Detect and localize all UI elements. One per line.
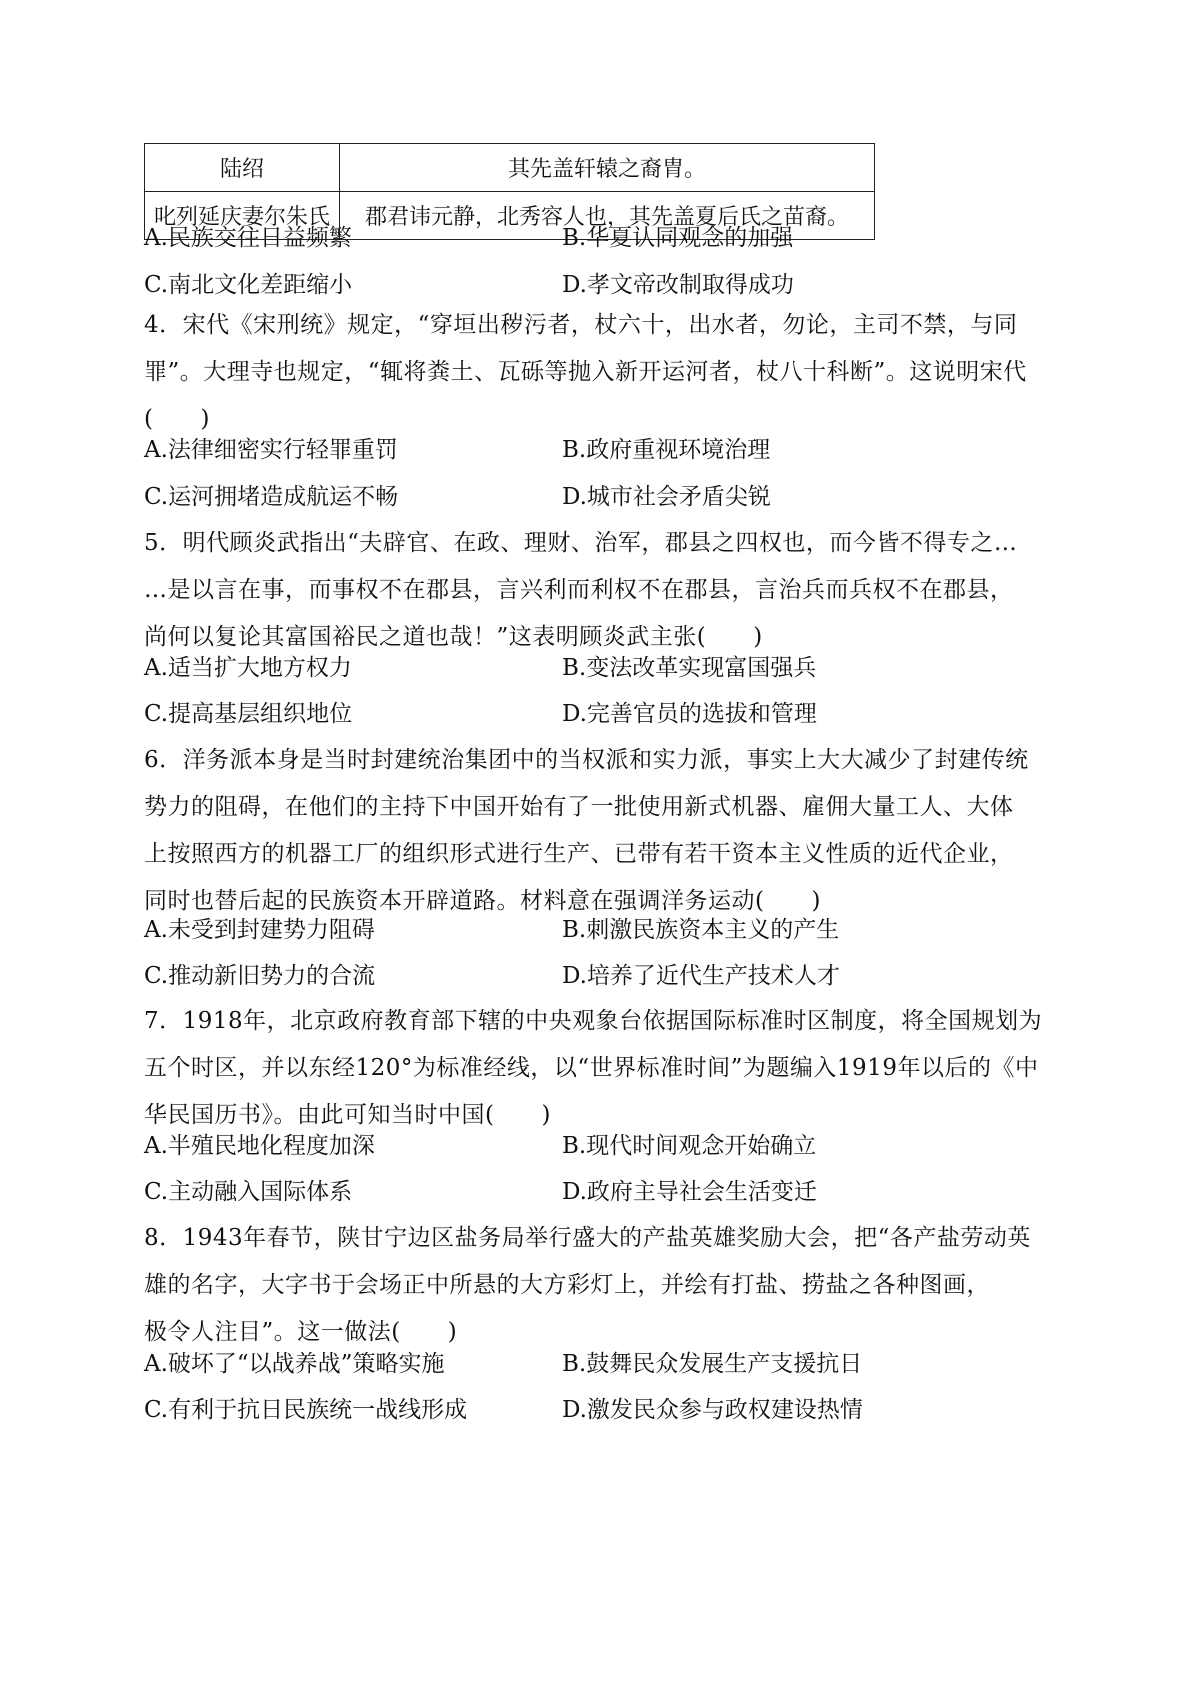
q5-option-d: D.完善官员的选拔和管理	[562, 701, 817, 727]
q6-option-c: C.推动新旧势力的合流	[144, 963, 376, 989]
question-6-line: 同时也替后起的民族资本开辟道路。材料意在强调洋务运动( )	[144, 888, 821, 914]
question-5-line: 尚何以复论其富国裕民之道也哉！”这表明顾炎武主张( )	[144, 624, 763, 650]
question-7-line: 华民国历书》。由此可知当时中国( )	[144, 1102, 551, 1128]
question-5-line: …是以言在事，而事权不在郡县，言兴利而利权不在郡县，言治兵而兵权不在郡县，	[144, 577, 1014, 603]
question-8-line: 8．1943年春节，陕甘宁边区盐务局举行盛大的产盐英雄奖励大会，把“各产盐劳动英	[144, 1225, 1031, 1251]
table-row	[145, 144, 875, 192]
question-8-line: 雄的名字，大字书于会场正中所悬的大方彩灯上，并绘有打盐、捞盐之各种图画，	[144, 1272, 990, 1298]
q6-option-a: A.未受到封建势力阻碍	[144, 917, 375, 943]
question-7-stem	[144, 998, 1054, 1139]
question-7-line: 7．1918年，北京政府教育部下辖的中央观象台依据国际标准时区制度，将全国规划为	[144, 1008, 1043, 1034]
question-4-line: 罪”。大理寺也规定，“辄将粪土、瓦砾等抛入新开运河者，杖八十科断”。这说明宋代	[144, 359, 1027, 385]
q6-option-d: D.培养了近代生产技术人才	[562, 963, 840, 989]
q3-option-d: D.孝文帝改制取得成功	[562, 272, 794, 298]
question-6-stem	[144, 737, 1054, 925]
question-8-line: 极令人注目”。这一做法( )	[144, 1319, 458, 1345]
q4-option-d: D.城市社会矛盾尖锐	[562, 484, 771, 510]
table-cell-name: 叱列延庆妻尔朱氏	[145, 192, 340, 240]
question-4-line: ( )	[144, 406, 210, 432]
question-5-stem	[144, 520, 1054, 661]
table-cell-text: 郡君讳元静，北秀容人也，其先盖夏后氏之苗裔。	[340, 192, 875, 240]
q4-option-a: A.法律细密实行轻罪重罚	[144, 437, 398, 463]
q7-option-c: C.主动融入国际体系	[144, 1179, 353, 1205]
q5-option-a: A.适当扩大地方权力	[144, 655, 352, 681]
question-4-line: 4．宋代《宋刑统》规定，“穿垣出秽污者，杖六十，出水者，勿论，主司不禁，与同	[144, 312, 1018, 338]
q3-option-a: A.民族交往日益频繁	[144, 225, 352, 251]
q8-option-a: A.破坏了“以战养战”策略实施	[144, 1351, 445, 1377]
question-6-line: 上按照西方的机器工厂的组织形式进行生产、已带有若干资本主义性质的近代企业，	[144, 841, 1014, 867]
q7-option-d: D.政府主导社会生活变迁	[562, 1179, 817, 1205]
table-cell-text: 其先盖轩辕之裔胄。	[340, 144, 875, 192]
q7-option-b: B.现代时间观念开始确立	[562, 1133, 817, 1159]
q4-option-c: C.运河拥堵造成航运不畅	[144, 484, 399, 510]
q5-option-b: B.变法改革实现富国强兵	[562, 655, 817, 681]
question-8-stem	[144, 1215, 1054, 1356]
q6-option-b: B.刺激民族资本主义的产生	[562, 917, 840, 943]
q8-option-b: B.鼓舞民众发展生产支援抗日	[562, 1351, 863, 1377]
q3-option-b: B.华夏认同观念的加强	[562, 225, 794, 251]
q4-option-b: B.政府重视环境治理	[562, 437, 771, 463]
q8-option-d: D.激发民众参与政权建设热情	[562, 1397, 863, 1423]
q3-option-c: C.南北文化差距缩小	[144, 272, 353, 298]
q7-option-a: A.半殖民地化程度加深	[144, 1133, 375, 1159]
question-5-line: 5．明代顾炎武指出“夫辟官、在政、理财、治军，郡县之四权也，而今皆不得专之…	[144, 530, 1018, 556]
question-6-line: 势力的阻碍，在他们的主持下中国开始有了一批使用新式机器、雇佣大量工人、大体	[144, 794, 1014, 820]
table-cell-name: 陆绍	[145, 144, 340, 192]
question-4-stem	[144, 302, 1054, 443]
question-7-line: 五个时区，并以东经120°为标准经线，以“世界标准时间”为题编入1919年以后的《中	[144, 1055, 1039, 1081]
q8-option-c: C.有利于抗日民族统一战线形成	[144, 1397, 468, 1423]
q5-option-c: C.提高基层组织地位	[144, 701, 353, 727]
question-6-line: 6．洋务派本身是当时封建统治集团中的当权派和实力派，事实上大大减少了封建传统	[144, 747, 1029, 773]
